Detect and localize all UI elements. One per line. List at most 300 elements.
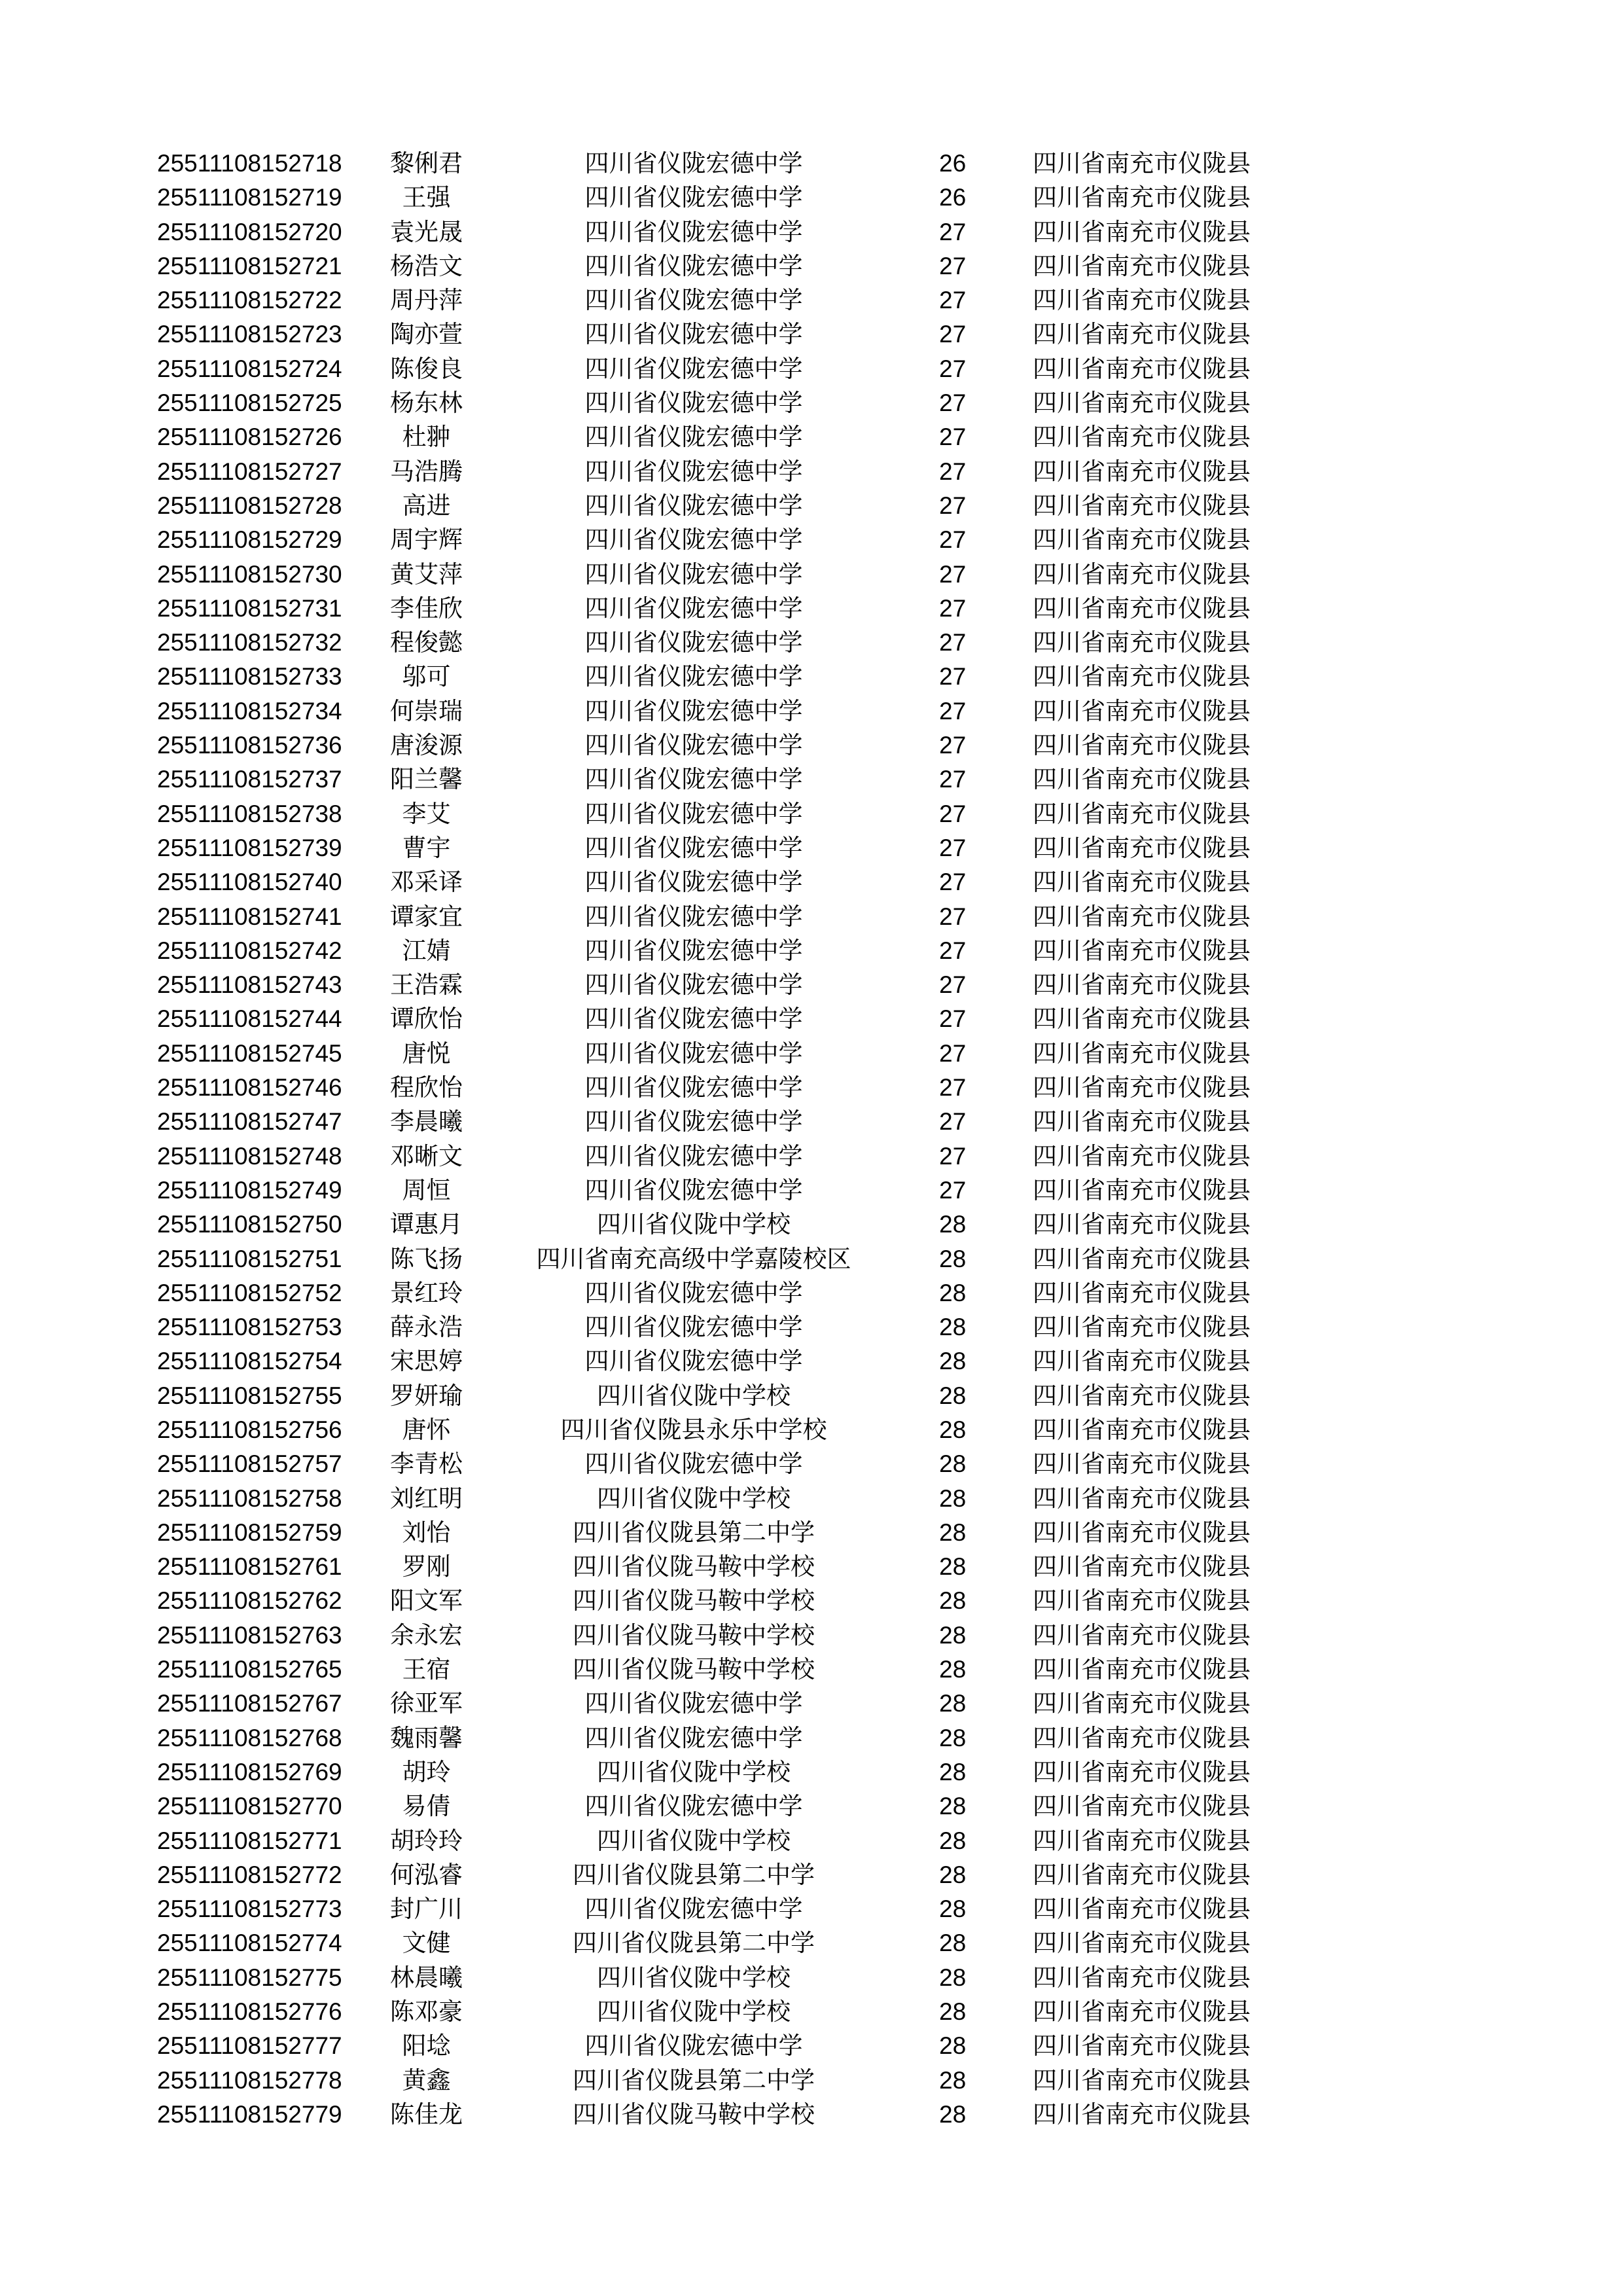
exam-id-cell: 25511108152726 (157, 423, 342, 451)
student-name-cell: 阳兰馨 (390, 765, 463, 794)
score-cell: 27 (939, 560, 967, 588)
score-cell: 27 (939, 697, 967, 725)
student-name-cell: 王强 (402, 183, 451, 212)
student-name-cell: 杜翀 (402, 423, 451, 452)
student-name-cell: 邓采译 (390, 868, 463, 897)
score-cell: 27 (939, 732, 967, 759)
school-cell: 四川省仪陇宏德中学 (584, 1278, 803, 1307)
student-name-cell: 曹宇 (402, 833, 451, 862)
region-cell: 四川省南充市仪陇县 (1033, 1998, 1251, 2026)
table-row (157, 455, 1251, 489)
exam-id-cell: 25511108152723 (157, 321, 342, 348)
table-row (157, 1037, 1251, 1071)
score-cell: 28 (939, 1211, 967, 1238)
table-row (157, 352, 1251, 386)
table-row (157, 1242, 1251, 1276)
region-cell: 四川省南充市仪陇县 (1033, 1552, 1251, 1581)
exam-id-cell: 25511108152742 (157, 937, 342, 964)
school-cell: 四川省仪陇马鞍中学校 (573, 1655, 815, 1684)
score-cell: 27 (939, 1142, 967, 1170)
table-row (157, 1755, 1251, 1789)
region-cell: 四川省南充市仪陇县 (1033, 1005, 1251, 1033)
region-cell: 四川省南充市仪陇县 (1033, 354, 1251, 383)
region-cell: 四川省南充市仪陇县 (1033, 696, 1251, 725)
student-name-cell: 何泓睿 (390, 1860, 463, 1889)
score-table (157, 147, 1251, 2132)
score-cell: 27 (939, 1108, 967, 1136)
exam-id-cell: 25511108152746 (157, 1074, 342, 1102)
score-cell: 28 (939, 1484, 967, 1512)
student-name-cell: 王浩霖 (390, 971, 463, 999)
score-cell: 28 (939, 1348, 967, 1375)
student-name-cell: 江婧 (402, 936, 451, 965)
score-cell: 27 (939, 834, 967, 861)
table-row (157, 523, 1251, 557)
region-cell: 四川省南充市仪陇县 (1033, 457, 1251, 486)
exam-id-cell: 25511108152724 (157, 355, 342, 382)
student-name-cell: 余永宏 (390, 1621, 463, 1649)
table-row (157, 831, 1251, 865)
score-cell: 27 (939, 971, 967, 999)
school-cell: 四川省仪陇宏德中学 (584, 1107, 803, 1136)
school-cell: 四川省仪陇宏德中学 (584, 354, 803, 383)
table-row (157, 1550, 1251, 1584)
exam-id-cell: 25511108152769 (157, 1758, 342, 1785)
score-cell: 27 (939, 457, 967, 485)
score-cell: 27 (939, 766, 967, 793)
school-cell: 四川省仪陇中学校 (597, 1826, 791, 1855)
region-cell: 四川省南充市仪陇县 (1033, 286, 1251, 315)
region-cell: 四川省南充市仪陇县 (1033, 1587, 1251, 1615)
exam-id-cell: 25511108152748 (157, 1142, 342, 1170)
school-cell: 四川省仪陇中学校 (597, 1757, 791, 1786)
school-cell: 四川省仪陇宏德中学 (584, 696, 803, 725)
table-row (157, 249, 1251, 283)
student-name-cell: 罗刚 (402, 1552, 451, 1581)
score-cell: 27 (939, 1039, 967, 1067)
student-name-cell: 邓晰文 (390, 1141, 463, 1170)
score-cell: 28 (939, 1998, 967, 2026)
table-row (157, 1139, 1251, 1174)
region-cell: 四川省南充市仪陇县 (1033, 1860, 1251, 1889)
score-cell: 27 (939, 1176, 967, 1204)
school-cell: 四川省仪陇宏德中学 (584, 217, 803, 246)
student-name-cell: 李佳欣 (390, 594, 463, 622)
table-row (157, 592, 1251, 626)
score-cell: 27 (939, 423, 967, 451)
table-row (157, 1174, 1251, 1208)
exam-id-cell: 25511108152733 (157, 663, 342, 691)
score-cell: 28 (939, 1382, 967, 1409)
region-cell: 四川省南充市仪陇县 (1033, 1210, 1251, 1239)
student-name-cell: 杨浩文 (390, 251, 463, 280)
score-cell: 28 (939, 1690, 967, 1717)
exam-id-cell: 25511108152749 (157, 1176, 342, 1204)
table-row (157, 147, 1251, 181)
score-cell: 28 (939, 1621, 967, 1649)
region-cell: 四川省南充市仪陇县 (1033, 902, 1251, 931)
region-cell: 四川省南充市仪陇县 (1033, 2066, 1251, 2094)
school-cell: 四川省仪陇宏德中学 (584, 491, 803, 520)
table-row (157, 1926, 1251, 1960)
student-name-cell: 封广川 (390, 1895, 463, 1924)
table-row (157, 728, 1251, 762)
score-cell: 27 (939, 594, 967, 622)
exam-id-cell: 25511108152756 (157, 1416, 342, 1443)
school-cell: 四川省仪陇县永乐中学校 (560, 1415, 827, 1444)
student-name-cell: 唐浚源 (390, 731, 463, 760)
table-row (157, 386, 1251, 420)
school-cell: 四川省仪陇宏德中学 (584, 833, 803, 862)
student-name-cell: 陶亦萱 (390, 320, 463, 349)
table-row (157, 1482, 1251, 1516)
student-name-cell: 周宇辉 (390, 526, 463, 554)
score-cell: 28 (939, 2066, 967, 2094)
table-row (157, 283, 1251, 317)
region-cell: 四川省南充市仪陇县 (1033, 251, 1251, 280)
region-cell: 四川省南充市仪陇县 (1033, 1039, 1251, 1067)
region-cell: 四川省南充市仪陇县 (1033, 320, 1251, 349)
region-cell: 四川省南充市仪陇县 (1033, 526, 1251, 554)
student-name-cell: 黄艾萍 (390, 560, 463, 588)
score-cell: 28 (939, 1861, 967, 1888)
student-name-cell: 陈佳龙 (390, 2100, 463, 2128)
region-cell: 四川省南充市仪陇县 (1033, 183, 1251, 212)
region-cell: 四川省南充市仪陇县 (1033, 1655, 1251, 1684)
score-cell: 28 (939, 1895, 967, 1923)
school-cell: 四川省仪陇宏德中学 (584, 731, 803, 760)
student-name-cell: 李青松 (390, 1450, 463, 1479)
region-cell: 四川省南充市仪陇县 (1033, 2032, 1251, 2060)
score-cell: 27 (939, 937, 967, 964)
exam-id-cell: 25511108152751 (157, 1245, 342, 1272)
region-cell: 四川省南充市仪陇县 (1033, 560, 1251, 588)
exam-id-cell: 25511108152754 (157, 1348, 342, 1375)
score-cell: 28 (939, 2032, 967, 2060)
exam-id-cell: 25511108152727 (157, 457, 342, 485)
student-name-cell: 李晨曦 (390, 1107, 463, 1136)
region-cell: 四川省南充市仪陇县 (1033, 799, 1251, 828)
score-cell: 27 (939, 492, 967, 519)
exam-id-cell: 25511108152762 (157, 1587, 342, 1615)
school-cell: 四川省仪陇宏德中学 (584, 457, 803, 486)
student-name-cell: 唐怀 (402, 1415, 451, 1444)
region-cell: 四川省南充市仪陇县 (1033, 1175, 1251, 1204)
score-cell: 28 (939, 1553, 967, 1581)
region-cell: 四川省南充市仪陇县 (1033, 1107, 1251, 1136)
table-row (157, 558, 1251, 592)
student-name-cell: 谭惠月 (390, 1210, 463, 1239)
score-cell: 28 (939, 1245, 967, 1272)
student-name-cell: 程欣怡 (390, 1073, 463, 1102)
exam-id-cell: 25511108152740 (157, 869, 342, 896)
exam-id-cell: 25511108152728 (157, 492, 342, 519)
table-row (157, 420, 1251, 454)
school-cell: 四川省仪陇宏德中学 (584, 1450, 803, 1479)
student-name-cell: 刘怡 (402, 1518, 451, 1547)
student-name-cell: 景红玲 (390, 1278, 463, 1307)
school-cell: 四川省仪陇宏德中学 (584, 594, 803, 622)
table-row (157, 1619, 1251, 1653)
region-cell: 四川省南充市仪陇县 (1033, 1141, 1251, 1170)
region-cell: 四川省南充市仪陇县 (1033, 1792, 1251, 1821)
score-cell: 27 (939, 903, 967, 930)
table-row (157, 694, 1251, 728)
student-name-cell: 邬可 (402, 662, 451, 691)
student-name-cell: 林晨曦 (390, 1963, 463, 1992)
score-cell: 27 (939, 218, 967, 245)
exam-id-cell: 25511108152772 (157, 1861, 342, 1888)
exam-id-cell: 25511108152718 (157, 150, 342, 177)
student-name-cell: 谭欣怡 (390, 1005, 463, 1033)
exam-id-cell: 25511108152757 (157, 1450, 342, 1478)
exam-id-cell: 25511108152721 (157, 252, 342, 279)
student-name-cell: 陈邓豪 (390, 1998, 463, 2026)
table-body (157, 147, 1251, 2132)
school-cell: 四川省仪陇宏德中学 (584, 1895, 803, 1924)
student-name-cell: 胡玲玲 (390, 1826, 463, 1855)
table-row (157, 1653, 1251, 1687)
region-cell: 四川省南充市仪陇县 (1033, 1450, 1251, 1479)
score-cell: 28 (939, 1724, 967, 1751)
student-name-cell: 谭家宜 (390, 902, 463, 931)
exam-id-cell: 25511108152736 (157, 732, 342, 759)
score-cell: 27 (939, 252, 967, 279)
table-row (157, 1310, 1251, 1344)
school-cell: 四川省仪陇宏德中学 (584, 2032, 803, 2060)
school-cell: 四川省南充高级中学嘉陵校区 (536, 1244, 851, 1273)
student-name-cell: 高进 (402, 491, 451, 520)
table-row (157, 1105, 1251, 1139)
exam-id-cell: 25511108152775 (157, 1964, 342, 1991)
student-name-cell: 徐亚军 (390, 1689, 463, 1718)
score-cell: 28 (939, 1964, 967, 1991)
table-row (157, 797, 1251, 831)
school-cell: 四川省仪陇宏德中学 (584, 902, 803, 931)
student-name-cell: 周丹萍 (390, 286, 463, 315)
score-cell: 27 (939, 287, 967, 314)
student-name-cell: 唐悦 (402, 1039, 451, 1067)
exam-id-cell: 25511108152730 (157, 560, 342, 588)
school-cell: 四川省仪陇中学校 (597, 1210, 791, 1239)
school-cell: 四川省仪陇宏德中学 (584, 1723, 803, 1752)
exam-id-cell: 25511108152770 (157, 1793, 342, 1820)
score-cell: 28 (939, 1793, 967, 1820)
region-cell: 四川省南充市仪陇县 (1033, 731, 1251, 760)
region-cell: 四川省南充市仪陇县 (1033, 1963, 1251, 1992)
table-row (157, 317, 1251, 351)
exam-id-cell: 25511108152767 (157, 1690, 342, 1717)
table-row (157, 1584, 1251, 1618)
exam-id-cell: 25511108152773 (157, 1895, 342, 1923)
exam-id-cell: 25511108152725 (157, 389, 342, 417)
school-cell: 四川省仪陇宏德中学 (584, 799, 803, 828)
region-cell: 四川省南充市仪陇县 (1033, 868, 1251, 897)
school-cell: 四川省仪陇宏德中学 (584, 560, 803, 588)
school-cell: 四川省仪陇马鞍中学校 (573, 1621, 815, 1649)
exam-id-cell: 25511108152747 (157, 1108, 342, 1136)
exam-id-cell: 25511108152778 (157, 2066, 342, 2094)
region-cell: 四川省南充市仪陇县 (1033, 1518, 1251, 1547)
table-row (157, 2064, 1251, 2098)
student-name-cell: 阳埝 (402, 2032, 451, 2060)
student-name-cell: 薛永浩 (390, 1313, 463, 1342)
table-row (157, 1002, 1251, 1036)
score-cell: 28 (939, 1587, 967, 1615)
school-cell: 四川省仪陇宏德中学 (584, 183, 803, 212)
exam-id-cell: 25511108152743 (157, 971, 342, 999)
region-cell: 四川省南充市仪陇县 (1033, 491, 1251, 520)
school-cell: 四川省仪陇宏德中学 (584, 1347, 803, 1376)
region-cell: 四川省南充市仪陇县 (1033, 1073, 1251, 1102)
score-cell: 27 (939, 389, 967, 417)
score-cell: 26 (939, 150, 967, 177)
student-name-cell: 王宿 (402, 1655, 451, 1684)
exam-id-cell: 25511108152753 (157, 1314, 342, 1341)
score-cell: 28 (939, 1450, 967, 1478)
exam-id-cell: 25511108152761 (157, 1553, 342, 1581)
school-cell: 四川省仪陇宏德中学 (584, 320, 803, 349)
student-name-cell: 陈飞扬 (390, 1244, 463, 1273)
school-cell: 四川省仪陇宏德中学 (584, 1005, 803, 1033)
score-cell: 27 (939, 800, 967, 827)
region-cell: 四川省南充市仪陇县 (1033, 971, 1251, 999)
exam-id-cell: 25511108152745 (157, 1039, 342, 1067)
school-cell: 四川省仪陇宏德中学 (584, 423, 803, 452)
table-row (157, 1892, 1251, 1926)
table-row (157, 1789, 1251, 1823)
school-cell: 四川省仪陇县第二中学 (573, 1860, 815, 1889)
student-name-cell: 袁光晟 (390, 217, 463, 246)
school-cell: 四川省仪陇宏德中学 (584, 1073, 803, 1102)
exam-id-cell: 25511108152758 (157, 1484, 342, 1512)
student-name-cell: 阳文军 (390, 1587, 463, 1615)
region-cell: 四川省南充市仪陇县 (1033, 1278, 1251, 1307)
school-cell: 四川省仪陇宏德中学 (584, 662, 803, 691)
region-cell: 四川省南充市仪陇县 (1033, 149, 1251, 177)
table-row (157, 181, 1251, 215)
exam-id-cell: 25511108152734 (157, 697, 342, 725)
student-name-cell: 马浩腾 (390, 457, 463, 486)
table-row (157, 1208, 1251, 1242)
table-row (157, 215, 1251, 249)
exam-id-cell: 25511108152738 (157, 800, 342, 827)
score-cell: 28 (939, 1279, 967, 1306)
table-row (157, 900, 1251, 934)
region-cell: 四川省南充市仪陇县 (1033, 594, 1251, 622)
school-cell: 四川省仪陇宏德中学 (584, 1313, 803, 1342)
school-cell: 四川省仪陇宏德中学 (584, 868, 803, 897)
school-cell: 四川省仪陇宏德中学 (584, 1792, 803, 1821)
student-name-cell: 魏雨馨 (390, 1723, 463, 1752)
exam-id-cell: 25511108152777 (157, 2032, 342, 2060)
exam-id-cell: 25511108152765 (157, 1656, 342, 1683)
table-row (157, 1858, 1251, 1892)
school-cell: 四川省仪陇宏德中学 (584, 1039, 803, 1067)
table-row (157, 2098, 1251, 2132)
region-cell: 四川省南充市仪陇县 (1033, 1826, 1251, 1855)
school-cell: 四川省仪陇中学校 (597, 1998, 791, 2026)
student-name-cell: 易倩 (402, 1792, 451, 1821)
school-cell: 四川省仪陇宏德中学 (584, 149, 803, 177)
exam-id-cell: 25511108152774 (157, 1929, 342, 1957)
region-cell: 四川省南充市仪陇县 (1033, 765, 1251, 794)
exam-id-cell: 25511108152768 (157, 1724, 342, 1751)
score-cell: 27 (939, 526, 967, 554)
student-name-cell: 罗妍瑜 (390, 1381, 463, 1410)
exam-id-cell: 25511108152719 (157, 184, 342, 211)
table-row (157, 626, 1251, 660)
score-cell: 27 (939, 1074, 967, 1102)
exam-id-cell: 25511108152779 (157, 2100, 342, 2128)
score-cell: 28 (939, 1929, 967, 1957)
region-cell: 四川省南充市仪陇县 (1033, 389, 1251, 418)
score-cell: 27 (939, 663, 967, 691)
student-name-cell: 何崇瑞 (390, 696, 463, 725)
school-cell: 四川省仪陇宏德中学 (584, 1141, 803, 1170)
school-cell: 四川省仪陇宏德中学 (584, 526, 803, 554)
school-cell: 四川省仪陇中学校 (597, 1484, 791, 1513)
school-cell: 四川省仪陇县第二中学 (573, 2066, 815, 2094)
region-cell: 四川省南充市仪陇县 (1033, 1415, 1251, 1444)
score-cell: 27 (939, 355, 967, 382)
student-name-cell: 李艾 (402, 799, 451, 828)
student-name-cell: 杨东林 (390, 389, 463, 418)
region-cell: 四川省南充市仪陇县 (1033, 662, 1251, 691)
table-row (157, 1961, 1251, 1995)
student-name-cell: 黎俐君 (390, 149, 463, 177)
school-cell: 四川省仪陇宏德中学 (584, 971, 803, 999)
exam-id-cell: 25511108152741 (157, 903, 342, 930)
score-cell: 28 (939, 1314, 967, 1341)
exam-id-cell: 25511108152759 (157, 1518, 342, 1546)
region-cell: 四川省南充市仪陇县 (1033, 1689, 1251, 1718)
region-cell: 四川省南充市仪陇县 (1033, 1757, 1251, 1786)
school-cell: 四川省仪陇县第二中学 (573, 1929, 815, 1958)
school-cell: 四川省仪陇宏德中学 (584, 628, 803, 657)
table-row (157, 1447, 1251, 1481)
score-cell: 28 (939, 1827, 967, 1854)
score-cell: 27 (939, 321, 967, 348)
region-cell: 四川省南充市仪陇县 (1033, 1381, 1251, 1410)
exam-id-cell: 25511108152729 (157, 526, 342, 554)
school-cell: 四川省仪陇宏德中学 (584, 286, 803, 315)
student-name-cell: 宋思婷 (390, 1347, 463, 1376)
school-cell: 四川省仪陇宏德中学 (584, 1175, 803, 1204)
region-cell: 四川省南充市仪陇县 (1033, 423, 1251, 452)
table-row (157, 1721, 1251, 1755)
region-cell: 四川省南充市仪陇县 (1033, 2100, 1251, 2128)
exam-id-cell: 25511108152763 (157, 1621, 342, 1649)
table-row (157, 1687, 1251, 1721)
school-cell: 四川省仪陇马鞍中学校 (573, 2100, 815, 2128)
score-cell: 28 (939, 1518, 967, 1546)
table-row (157, 1379, 1251, 1413)
table-row (157, 1824, 1251, 1858)
student-name-cell: 文健 (402, 1929, 451, 1958)
region-cell: 四川省南充市仪陇县 (1033, 936, 1251, 965)
table-row (157, 865, 1251, 899)
region-cell: 四川省南充市仪陇县 (1033, 1621, 1251, 1649)
region-cell: 四川省南充市仪陇县 (1033, 217, 1251, 246)
exam-id-cell: 25511108152720 (157, 218, 342, 245)
table-row (157, 1071, 1251, 1105)
region-cell: 四川省南充市仪陇县 (1033, 833, 1251, 862)
student-name-cell: 陈俊良 (390, 354, 463, 383)
table-row (157, 2029, 1251, 2063)
student-name-cell: 周恒 (402, 1175, 451, 1204)
table-row (157, 1413, 1251, 1447)
